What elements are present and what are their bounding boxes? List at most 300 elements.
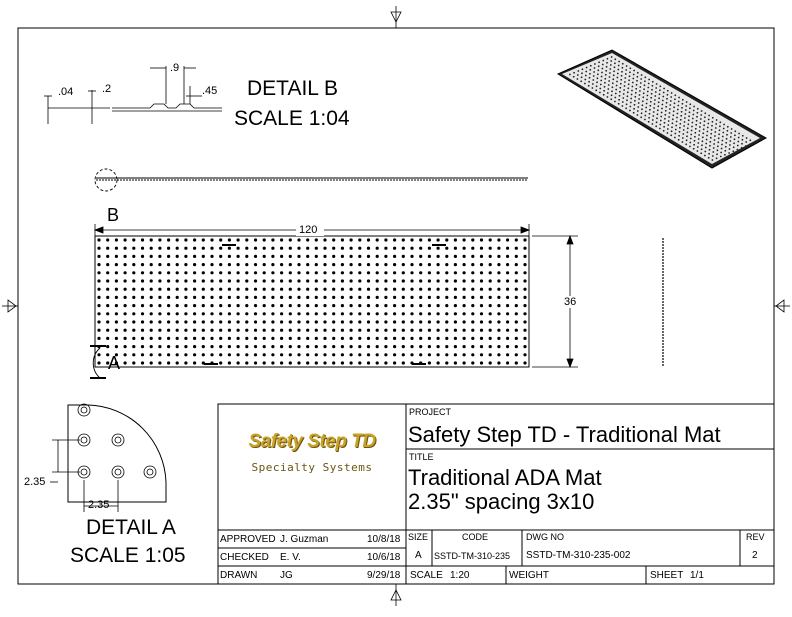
mat-hole bbox=[193, 247, 196, 250]
iso-hole bbox=[719, 121, 721, 123]
mat-hole bbox=[228, 271, 231, 274]
mat-hole bbox=[506, 247, 509, 250]
mat-hole bbox=[193, 353, 196, 356]
mat-hole bbox=[306, 329, 309, 332]
mat-hole bbox=[150, 271, 153, 274]
mat-hole bbox=[384, 247, 387, 250]
isometric-view bbox=[558, 50, 766, 168]
mat-hole bbox=[480, 304, 483, 307]
mat-hole bbox=[402, 263, 405, 266]
mat-hole bbox=[393, 279, 396, 282]
mat-hole bbox=[358, 361, 361, 364]
sheet-label: SHEET bbox=[650, 570, 684, 581]
mat-hole bbox=[97, 304, 100, 307]
mat-hole bbox=[306, 312, 309, 315]
mat-hole bbox=[167, 312, 170, 315]
company-logo: Safety Step TD bbox=[248, 431, 376, 452]
mat-hole bbox=[97, 263, 100, 266]
mat-hole bbox=[341, 296, 344, 299]
iso-hole bbox=[700, 114, 702, 116]
checked-label: CHECKED bbox=[220, 552, 269, 563]
iso-hole bbox=[598, 65, 600, 67]
mat-hole bbox=[350, 296, 353, 299]
iso-hole bbox=[589, 69, 591, 71]
iso-hole bbox=[614, 66, 616, 68]
mat-hole bbox=[176, 329, 179, 332]
iso-hole bbox=[577, 70, 579, 72]
mat-hole bbox=[193, 288, 196, 291]
iso-hole bbox=[720, 152, 722, 154]
iso-hole bbox=[666, 98, 668, 100]
iso-hole bbox=[638, 98, 640, 100]
iso-hole bbox=[632, 86, 634, 88]
iso-hole bbox=[652, 123, 654, 125]
iso-hole bbox=[604, 82, 606, 84]
iso-hole bbox=[646, 99, 648, 101]
mat-hole bbox=[237, 255, 240, 258]
iso-hole bbox=[689, 146, 691, 148]
iso-hole bbox=[684, 117, 686, 119]
mat-hole bbox=[428, 247, 431, 250]
iso-hole bbox=[617, 69, 619, 71]
mat-hole bbox=[202, 312, 205, 315]
mat-hole bbox=[315, 263, 318, 266]
iso-hole bbox=[653, 107, 655, 109]
mat-hole bbox=[141, 288, 144, 291]
iso-hole bbox=[611, 94, 613, 96]
mat-hole bbox=[437, 279, 440, 282]
mat-hole bbox=[297, 345, 300, 348]
iso-hole bbox=[613, 70, 615, 72]
mat-hole bbox=[402, 271, 405, 274]
iso-hole bbox=[667, 128, 669, 130]
mat-hole bbox=[350, 271, 353, 274]
iso-hole bbox=[667, 132, 669, 134]
mat-hole bbox=[124, 288, 127, 291]
mat-hole bbox=[515, 296, 518, 299]
mat-hole bbox=[124, 353, 127, 356]
mat-hole bbox=[410, 304, 413, 307]
mat-hole bbox=[350, 345, 353, 348]
mat-hole bbox=[315, 353, 318, 356]
iso-hole bbox=[706, 135, 708, 137]
mat-hole bbox=[141, 312, 144, 315]
mat-hole bbox=[237, 288, 240, 291]
detail-b-dim-9: .9 bbox=[170, 62, 180, 74]
mat-hole bbox=[410, 353, 413, 356]
mat-hole bbox=[323, 312, 326, 315]
mat-hole bbox=[167, 345, 170, 348]
iso-hole bbox=[663, 92, 665, 94]
mat-hole bbox=[254, 296, 257, 299]
iso-hole bbox=[682, 141, 684, 143]
iso-hole bbox=[715, 127, 717, 129]
mat-hole bbox=[323, 329, 326, 332]
mat-hole bbox=[193, 312, 196, 315]
mat-hole bbox=[141, 337, 144, 340]
mat-hole bbox=[228, 320, 231, 323]
mat-hole bbox=[132, 353, 135, 356]
mat-hole bbox=[193, 320, 196, 323]
detail-a-corner bbox=[68, 405, 166, 502]
mat-hole bbox=[150, 320, 153, 323]
iso-hole bbox=[640, 82, 642, 84]
iso-hole bbox=[697, 108, 699, 110]
mat-hole bbox=[306, 345, 309, 348]
mat-hole bbox=[523, 247, 526, 250]
iso-hole bbox=[609, 68, 611, 70]
mat-hole bbox=[376, 304, 379, 307]
mat-hole bbox=[176, 312, 179, 315]
mat-hole bbox=[463, 271, 466, 274]
mat-hole bbox=[497, 329, 500, 332]
iso-hole bbox=[682, 137, 684, 139]
mat-hole bbox=[471, 320, 474, 323]
iso-hole bbox=[671, 130, 673, 132]
iso-hole bbox=[670, 96, 672, 98]
mat-hole bbox=[358, 255, 361, 258]
mat-hole bbox=[428, 320, 431, 323]
mat-hole bbox=[97, 255, 100, 258]
mat-hole bbox=[332, 271, 335, 274]
mat-hole bbox=[289, 361, 292, 364]
mat-hole bbox=[237, 345, 240, 348]
iso-hole bbox=[737, 149, 739, 151]
mat-hole bbox=[454, 361, 457, 364]
mat-hole bbox=[393, 296, 396, 299]
mat-hole bbox=[280, 263, 283, 266]
iso-hole bbox=[725, 146, 727, 148]
checked-date: 10/6/18 bbox=[367, 552, 401, 563]
mat-hole bbox=[228, 337, 231, 340]
mat-hole bbox=[419, 320, 422, 323]
mat-hole bbox=[480, 329, 483, 332]
marker-b: B bbox=[107, 205, 120, 225]
mat-hole bbox=[358, 296, 361, 299]
mat-hole bbox=[506, 304, 509, 307]
mat-hole bbox=[393, 288, 396, 291]
mat-hole bbox=[263, 329, 266, 332]
mat-hole bbox=[124, 304, 127, 307]
iso-hole bbox=[738, 133, 740, 135]
iso-hole bbox=[642, 104, 644, 106]
mat-hole bbox=[263, 238, 266, 241]
mat-hole bbox=[428, 361, 431, 364]
iso-hole bbox=[734, 134, 736, 136]
iso-hole bbox=[689, 103, 691, 105]
mat-hole bbox=[367, 304, 370, 307]
mat-hole bbox=[367, 296, 370, 299]
iso-hole bbox=[663, 126, 665, 128]
mat-hole bbox=[428, 288, 431, 291]
mat-hole bbox=[289, 271, 292, 274]
iso-hole bbox=[681, 107, 683, 109]
mat-hole bbox=[341, 238, 344, 241]
mat-hole bbox=[210, 304, 213, 307]
iso-hole bbox=[623, 89, 625, 91]
iso-hole bbox=[673, 110, 675, 112]
mat-hole bbox=[124, 296, 127, 299]
mat-hole bbox=[471, 312, 474, 315]
iso-hole bbox=[660, 116, 662, 118]
iso-hole bbox=[629, 106, 631, 108]
iso-hole bbox=[687, 131, 689, 133]
iso-hole bbox=[596, 85, 598, 87]
detail-a-hole-inner bbox=[115, 469, 121, 475]
mat-hole bbox=[306, 238, 309, 241]
detail-a-hole-inner bbox=[115, 437, 121, 443]
mat-hole bbox=[367, 238, 370, 241]
mat-hole bbox=[210, 238, 213, 241]
mat-hole bbox=[289, 320, 292, 323]
mat-hole bbox=[193, 337, 196, 340]
iso-hole bbox=[605, 74, 607, 76]
mat-hole bbox=[289, 312, 292, 315]
iso-hole bbox=[674, 137, 676, 139]
mat-hole bbox=[463, 247, 466, 250]
mat-hole bbox=[419, 247, 422, 250]
mat-hole bbox=[428, 337, 431, 340]
mat-hole bbox=[306, 279, 309, 282]
mat-hole bbox=[419, 304, 422, 307]
iso-hole bbox=[577, 74, 579, 76]
mat-hole bbox=[515, 353, 518, 356]
mat-hole bbox=[228, 361, 231, 364]
iso-hole bbox=[690, 138, 692, 140]
mat-hole bbox=[254, 345, 257, 348]
mat-hole bbox=[367, 353, 370, 356]
mat-hole bbox=[332, 279, 335, 282]
iso-hole bbox=[729, 148, 731, 150]
iso-hole bbox=[585, 75, 587, 77]
mat-hole bbox=[124, 345, 127, 348]
mat-hole bbox=[297, 312, 300, 315]
mat-hole bbox=[315, 345, 318, 348]
mat-hole bbox=[124, 361, 127, 364]
iso-hole bbox=[693, 148, 695, 150]
mat-hole bbox=[480, 238, 483, 241]
mat-hole bbox=[523, 361, 526, 364]
mat-hole bbox=[228, 304, 231, 307]
mat-hole bbox=[454, 296, 457, 299]
mat-hole bbox=[463, 263, 466, 266]
mat-hole bbox=[358, 238, 361, 241]
mat-hole bbox=[402, 288, 405, 291]
mat-hole bbox=[384, 361, 387, 364]
mat-hole bbox=[402, 255, 405, 258]
mat-hole bbox=[384, 312, 387, 315]
iso-hole bbox=[640, 116, 642, 118]
iso-hole bbox=[655, 87, 657, 89]
mat-hole bbox=[245, 361, 248, 364]
weight-label: WEIGHT bbox=[509, 570, 549, 581]
iso-hole bbox=[643, 92, 645, 94]
iso-hole bbox=[663, 130, 665, 132]
iso-hole bbox=[692, 118, 694, 120]
mat-hole bbox=[419, 296, 422, 299]
mat-hole bbox=[471, 361, 474, 364]
mat-hole bbox=[158, 304, 161, 307]
iso-hole bbox=[656, 117, 658, 119]
iso-hole bbox=[644, 80, 646, 82]
detail-a-hole bbox=[78, 404, 90, 416]
mat-hole bbox=[480, 345, 483, 348]
iso-hole bbox=[582, 68, 584, 70]
mat-hole bbox=[315, 296, 318, 299]
mat-hole bbox=[297, 271, 300, 274]
title-line-1: Traditional ADA Mat bbox=[408, 465, 602, 490]
mat-hole bbox=[141, 279, 144, 282]
mat-hole bbox=[132, 255, 135, 258]
mat-hole bbox=[428, 345, 431, 348]
mat-hole bbox=[271, 288, 274, 291]
mat-hole bbox=[271, 263, 274, 266]
mat-hole bbox=[393, 329, 396, 332]
iso-hole bbox=[629, 71, 631, 73]
iso-hole bbox=[599, 92, 601, 94]
mat-hole bbox=[437, 271, 440, 274]
mat-hole bbox=[410, 271, 413, 274]
mat-hole bbox=[106, 288, 109, 291]
mat-hole bbox=[454, 353, 457, 356]
mat-hole bbox=[115, 255, 118, 258]
iso-hole bbox=[622, 97, 624, 99]
mat-hole bbox=[350, 238, 353, 241]
mat-hole bbox=[150, 263, 153, 266]
mat-hole bbox=[323, 361, 326, 364]
mat-hole bbox=[237, 279, 240, 282]
iso-hole bbox=[717, 145, 719, 147]
iso-hole bbox=[647, 87, 649, 89]
mat-hole bbox=[254, 361, 257, 364]
iso-hole bbox=[674, 94, 676, 96]
mat-hole bbox=[410, 337, 413, 340]
mat-hole bbox=[150, 304, 153, 307]
mat-hole bbox=[245, 353, 248, 356]
mat-hole bbox=[106, 337, 109, 340]
mat-hole bbox=[419, 238, 422, 241]
iso-hole bbox=[661, 108, 663, 110]
iso-hole bbox=[724, 154, 726, 156]
mat-hole bbox=[480, 353, 483, 356]
iso-hole bbox=[619, 87, 621, 89]
mat-hole bbox=[463, 320, 466, 323]
iso-hole bbox=[707, 127, 709, 129]
mat-hole bbox=[384, 296, 387, 299]
mat-hole bbox=[489, 329, 492, 332]
mat-hole bbox=[437, 288, 440, 291]
iso-hole bbox=[714, 139, 716, 141]
iso-hole bbox=[727, 130, 729, 132]
iso-hole bbox=[705, 147, 707, 149]
mat-hole bbox=[332, 353, 335, 356]
mat-hole bbox=[489, 304, 492, 307]
mat-hole bbox=[428, 238, 431, 241]
mat-hole bbox=[376, 353, 379, 356]
mat-hole bbox=[315, 238, 318, 241]
mat-hole bbox=[480, 288, 483, 291]
iso-hole bbox=[615, 89, 617, 91]
mat-hole bbox=[419, 312, 422, 315]
mat-hole bbox=[193, 329, 196, 332]
iso-hole bbox=[718, 137, 720, 139]
mat-hole bbox=[506, 263, 509, 266]
mat-hole bbox=[497, 247, 500, 250]
iso-hole bbox=[741, 143, 743, 145]
mat-hole bbox=[202, 247, 205, 250]
mat-hole bbox=[376, 271, 379, 274]
mat-hole bbox=[289, 255, 292, 258]
mat-hole bbox=[210, 329, 213, 332]
approved-date: 10/8/18 bbox=[367, 534, 401, 545]
mat-hole bbox=[437, 238, 440, 241]
mat-hole bbox=[341, 329, 344, 332]
mat-hole bbox=[219, 296, 222, 299]
mat-hole bbox=[115, 279, 118, 282]
iso-hole bbox=[648, 83, 650, 85]
iso-hole bbox=[607, 88, 609, 90]
mat-hole bbox=[202, 271, 205, 274]
iso-hole bbox=[588, 81, 590, 83]
mat-hole bbox=[515, 320, 518, 323]
mat-hole bbox=[376, 247, 379, 250]
mat-hole bbox=[97, 288, 100, 291]
iso-hole bbox=[642, 96, 644, 98]
mat-hole bbox=[515, 345, 518, 348]
mat-hole bbox=[228, 353, 231, 356]
mat-hole bbox=[471, 288, 474, 291]
iso-hole bbox=[604, 86, 606, 88]
mat-hole bbox=[419, 353, 422, 356]
mat-hole bbox=[106, 329, 109, 332]
mat-hole bbox=[402, 361, 405, 364]
mat-hole bbox=[384, 271, 387, 274]
mat-hole bbox=[115, 288, 118, 291]
mat-hole bbox=[184, 329, 187, 332]
iso-hole bbox=[681, 111, 683, 113]
mat-hole bbox=[437, 296, 440, 299]
mat-hole bbox=[454, 238, 457, 241]
mat-hole bbox=[419, 337, 422, 340]
dwg-no-value: SSTD-TM-310-235-002 bbox=[526, 550, 631, 561]
iso-hole bbox=[697, 150, 699, 152]
mat-hole bbox=[271, 312, 274, 315]
iso-hole bbox=[639, 90, 641, 92]
mat-hole bbox=[515, 247, 518, 250]
iso-hole bbox=[682, 133, 684, 135]
iso-hole bbox=[594, 63, 596, 65]
iso-hole bbox=[689, 142, 691, 144]
mat-hole bbox=[115, 345, 118, 348]
iso-hole bbox=[684, 113, 686, 115]
mat-hole bbox=[263, 247, 266, 250]
mat-hole bbox=[158, 337, 161, 340]
mat-hole bbox=[402, 337, 405, 340]
iso-hole bbox=[697, 146, 699, 148]
rev-value: 2 bbox=[752, 550, 758, 561]
mat-hole bbox=[419, 271, 422, 274]
iso-hole bbox=[694, 140, 696, 142]
iso-hole bbox=[696, 116, 698, 118]
iso-hole bbox=[612, 78, 614, 80]
detail-a-holes bbox=[78, 404, 156, 478]
size-value: A bbox=[415, 550, 422, 561]
iso-hole bbox=[713, 143, 715, 145]
mat-hole bbox=[167, 247, 170, 250]
mat-hole bbox=[497, 288, 500, 291]
iso-hole bbox=[631, 94, 633, 96]
mat-hole bbox=[132, 263, 135, 266]
